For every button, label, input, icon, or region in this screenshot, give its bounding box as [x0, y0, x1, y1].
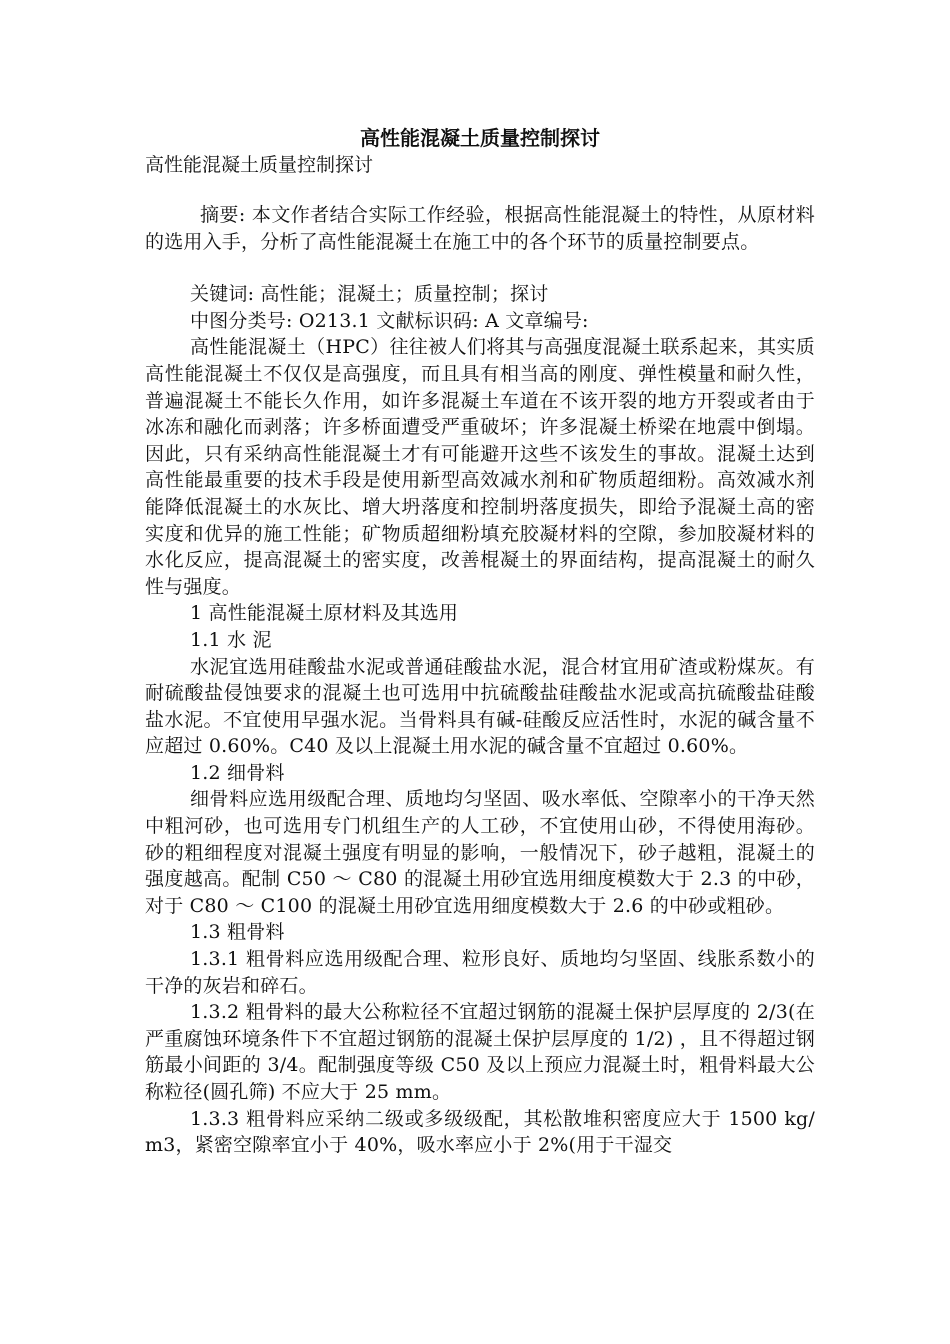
classification-line: 中图分类号: O213.1 文献标识码: A 文章编号:	[190, 309, 589, 332]
document-page	[145, 124, 815, 1159]
abstract-paragraph: 摘要: 本文作者结合实际工作经验，根据高性能混凝土的特性，从原材料的选用入手，分析了高性能混凝土在施工中的各个环节的质量控制要点。	[145, 204, 815, 253]
section-1-2-heading: 1.2 细骨料	[190, 761, 285, 784]
section-1-heading: 1 高性能混凝土原材料及其选用	[190, 602, 459, 625]
section-1-3-1-paragraph: 1.3.1 粗骨料应选用级配合理、粒形良好、质地均匀坚固、线胀系数小的干净的灰岩和碎石。	[145, 948, 815, 997]
document-title: 高性能混凝土质量控制探讨	[360, 126, 600, 150]
keywords-line: 关键词: 高性能；混凝土；质量控制；探讨	[190, 283, 549, 306]
section-1-2-paragraph: 细骨料应选用级配合理、质地均匀坚固、吸水率低、空隙率小的干净天然中粗河砂，也可选用专门机组生产的人工砂，不宜使用山砂，不得使用海砂。砂的粗细程度对混凝土强度有明显的影响，一般情况下，砂子越粗，混凝土的强度越高。配制 C50 ～ C80 的混凝土用砂宜选用细度模数大于 2.3 的中砂，对于 C80 ～ C100 的混凝土用砂宜选用细度模数大于 2.6 的中砂或粗砂。	[145, 788, 815, 917]
section-1-1-heading: 1.1 水 泥	[190, 628, 272, 651]
document-subtitle: 高性能混凝土质量控制探讨	[145, 154, 374, 176]
section-1-3-2-paragraph: 1.3.2 粗骨料的最大公称粒径不宜超过钢筋的混凝土保护层厚度的 2/3(在严重腐蚀环境条件下不宜超过钢筋的混凝土保护层厚度的 1/2) ，且不得超过钢筋最小间距的 3/4。配制强度等级 C50 及以上预应力混凝土时，粗骨料最大公称粒径(圆孔筛) 不应大于 25 mm。	[145, 1001, 815, 1103]
intro-paragraph: 高性能混凝土（HPC）往往被人们将其与高强度混凝土联系起来，其实质高性能混凝土不仅仅是高强度，而且具有相当高的刚度、弹性模量和耐久性，普遍混凝土不能长久作用，如许多混凝土车道在不该开裂的地方开裂或者由于冰冻和融化而剥落；许多桥面遭受严重破坏；许多混凝土桥梁在地震中倒塌。因此，只有采纳高性能混凝土才有可能避开这些不该发生的事故。混凝土达到高性能最重要的技术手段是使用新型高效减水剂和矿物质超细粉。高效减水剂能降低混凝土的水灰比、增大坍落度和控制坍落度损失，即给予混凝土高的密实度和优异的施工性能；矿物质超细粉填充胶凝材料的空隙，参加胶凝材料的水化反应，提高混凝土的密实度，改善棍凝土的界面结构，提高混凝土的耐久性与强度。	[145, 336, 815, 598]
section-1-3-3-paragraph: 1.3.3 粗骨料应采纳二级或多级级配，其松散堆积密度应大于 1500 kg/m3，紧密空隙率宜小于 40%，吸水率应小于 2%(用于干湿交	[145, 1107, 815, 1157]
section-1-1-paragraph: 水泥宜选用硅酸盐水泥或普通硅酸盐水泥，混合材宜用矿渣或粉煤灰。有耐硫酸盐侵蚀要求的混凝土也可选用中抗硫酸盐硅酸盐水泥或高抗硫酸盐硅酸盐水泥。不宜使用早强水泥。当骨料具有碱-硅酸反应活性时，水泥的碱含量不应超过 0.60%。C40 及以上混凝土用水泥的碱含量不宜超过 0.60%。	[145, 655, 815, 758]
paragraph-gap	[145, 255, 815, 281]
section-1-3-heading: 1.3 粗骨料	[190, 921, 285, 944]
